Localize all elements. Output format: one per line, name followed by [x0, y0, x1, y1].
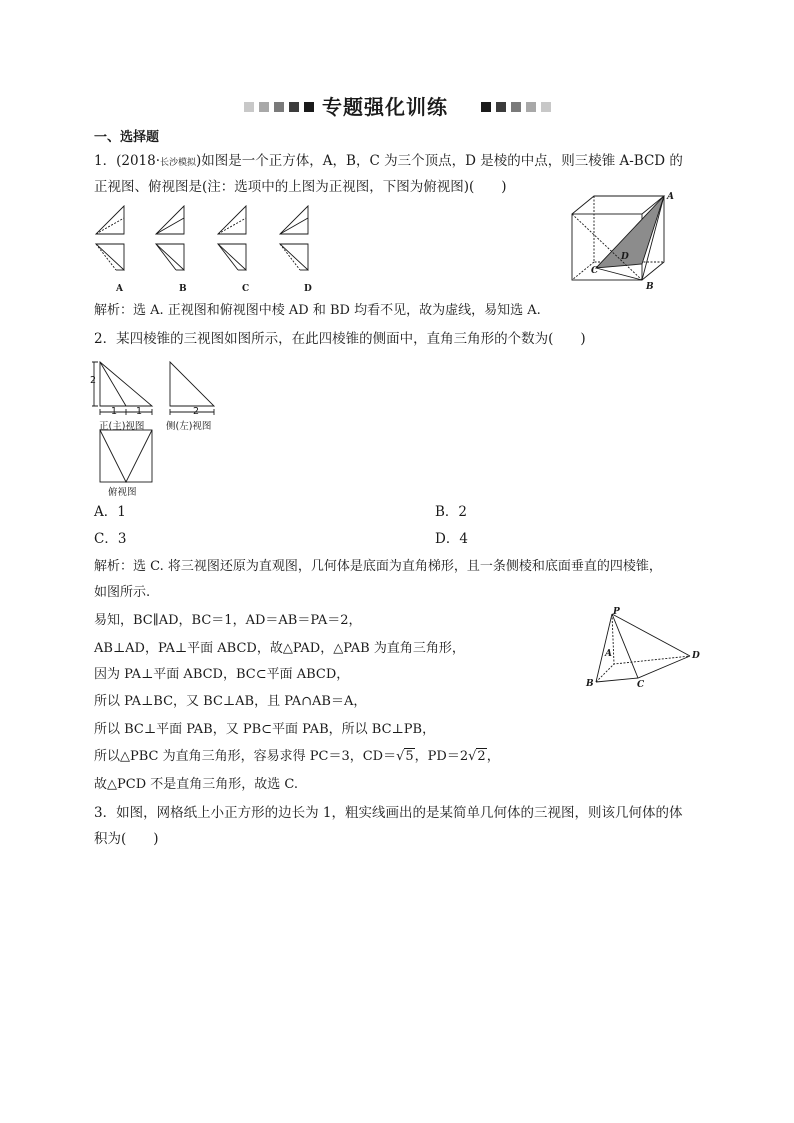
text-fragment: 所以△PBC 为直角三角形，容易求得 PC＝3，CD＝: [94, 749, 397, 764]
pyramid-label-a: A: [605, 649, 612, 659]
square-icon: [526, 102, 536, 112]
cube-figure: [568, 192, 678, 292]
caption-side-view: 侧(左)视图: [166, 421, 212, 432]
cube-label-b: B: [646, 282, 654, 292]
square-icon: [244, 102, 254, 112]
q2-solution-conclusion: 故△PCD 不是直角三角形，故选 C.: [94, 777, 298, 792]
q3-stem-line2: 积为( ): [94, 831, 159, 847]
square-icon: [274, 102, 284, 112]
q2-solution-line-lengths: [94, 748, 500, 766]
cube-label-a: A: [667, 192, 674, 202]
radicand: 2: [477, 749, 486, 764]
q2-solution-line: 解析：选 C. 将三视图还原为直观图，几何体是底面为直角梯形，且一条侧棱和底面垂直的四棱锥，: [94, 559, 662, 574]
q1-number: 1．(2018·: [94, 153, 161, 169]
option-label-d: D: [304, 284, 312, 294]
q2-solution-line: 所以 BC⊥平面 PAB，又 PB⊂平面 PAB，所以 BC⊥PB，: [94, 722, 436, 737]
q3-stem-line1: 3．如图，网格纸上小正方形的边长为 1，粗实线画出的是某简单几何体的三视图，则该几何体的体: [94, 805, 683, 821]
q2-solution-line: 因为 PA⊥平面 ABCD，BC⊂平面 ABCD，: [94, 667, 350, 682]
cube-label-c: C: [591, 266, 599, 276]
pyramid-figure: [586, 608, 706, 698]
q2-option-d: D．4: [435, 531, 468, 547]
square-icon: [259, 102, 269, 112]
pyramid-label-p: P: [613, 607, 620, 617]
sqrt-sign: √: [468, 749, 477, 764]
pyramid-label-c: C: [637, 680, 645, 690]
pyramid-label-d: D: [692, 651, 700, 661]
q1-source: 长沙模拟: [160, 158, 197, 168]
option-label-b: B: [179, 284, 187, 294]
text-fragment: ，: [486, 749, 500, 764]
section-heading: 一、选择题: [94, 130, 160, 145]
top-view: [100, 430, 152, 482]
pyramid-label-b: B: [586, 679, 594, 689]
square-icon: [511, 102, 521, 112]
square-icon: [481, 102, 491, 112]
option-a-figure: [96, 206, 124, 270]
q1-stem-line2: 正视图、俯视图是(注：选项中的上图为正视图，下图为俯视图)( ): [94, 179, 507, 195]
q2-solution-line: AB⊥AD，PA⊥平面 ABCD，故△PAD，△PAB 为直角三角形，: [94, 641, 465, 656]
caption-front-view: 正(主)视图: [99, 421, 145, 432]
square-icon: [541, 102, 551, 112]
text-fragment: ，PD＝2: [414, 749, 469, 764]
cube-label-d: D: [621, 252, 629, 262]
q2-solution-line: 如图所示.: [94, 585, 151, 600]
dim-side: 2: [193, 406, 200, 417]
q1-stem-line1: [94, 152, 683, 172]
q2-stem: 2．某四棱锥的三视图如图所示，在此四棱锥的侧面中，直角三角形的个数为( ): [94, 331, 586, 347]
square-icon: [304, 102, 314, 112]
dim-height: 2: [90, 375, 97, 386]
q1-text: )如图是一个正方体，A，B，C 为三个顶点，D 是棱的中点，则三棱锥 A-BCD 的: [196, 153, 683, 169]
option-label-a: A: [116, 284, 123, 294]
q1-solution: 解析：选 A. 正视图和俯视图中棱 AD 和 BD 均看不见，故为虚线，易知选 A.: [94, 303, 541, 318]
option-label-c: C: [242, 284, 250, 294]
dim-width-1: 1: [111, 406, 118, 417]
q2-option-a: A．1: [94, 504, 126, 520]
q2-solution-line: 所以 PA⊥BC，又 BC⊥AB，且 PA∩AB＝A，: [94, 694, 367, 709]
front-view: [92, 362, 152, 415]
square-icon: [289, 102, 299, 112]
caption-top-view: 俯视图: [108, 487, 137, 498]
page-title: 专题强化训练: [322, 95, 448, 119]
q1-option-figures: [92, 204, 352, 284]
square-icon: [496, 102, 506, 112]
dim-width-2: 1: [136, 406, 143, 417]
side-view: [170, 362, 214, 415]
sqrt-sign: √: [396, 749, 405, 764]
q2-option-c: C．3: [94, 531, 127, 547]
q2-solution-line: 易知，BC∥AD，BC＝1，AD＝AB＝PA＝2，: [94, 613, 362, 628]
radicand: 5: [405, 749, 414, 764]
q2-option-b: B．2: [435, 504, 468, 520]
